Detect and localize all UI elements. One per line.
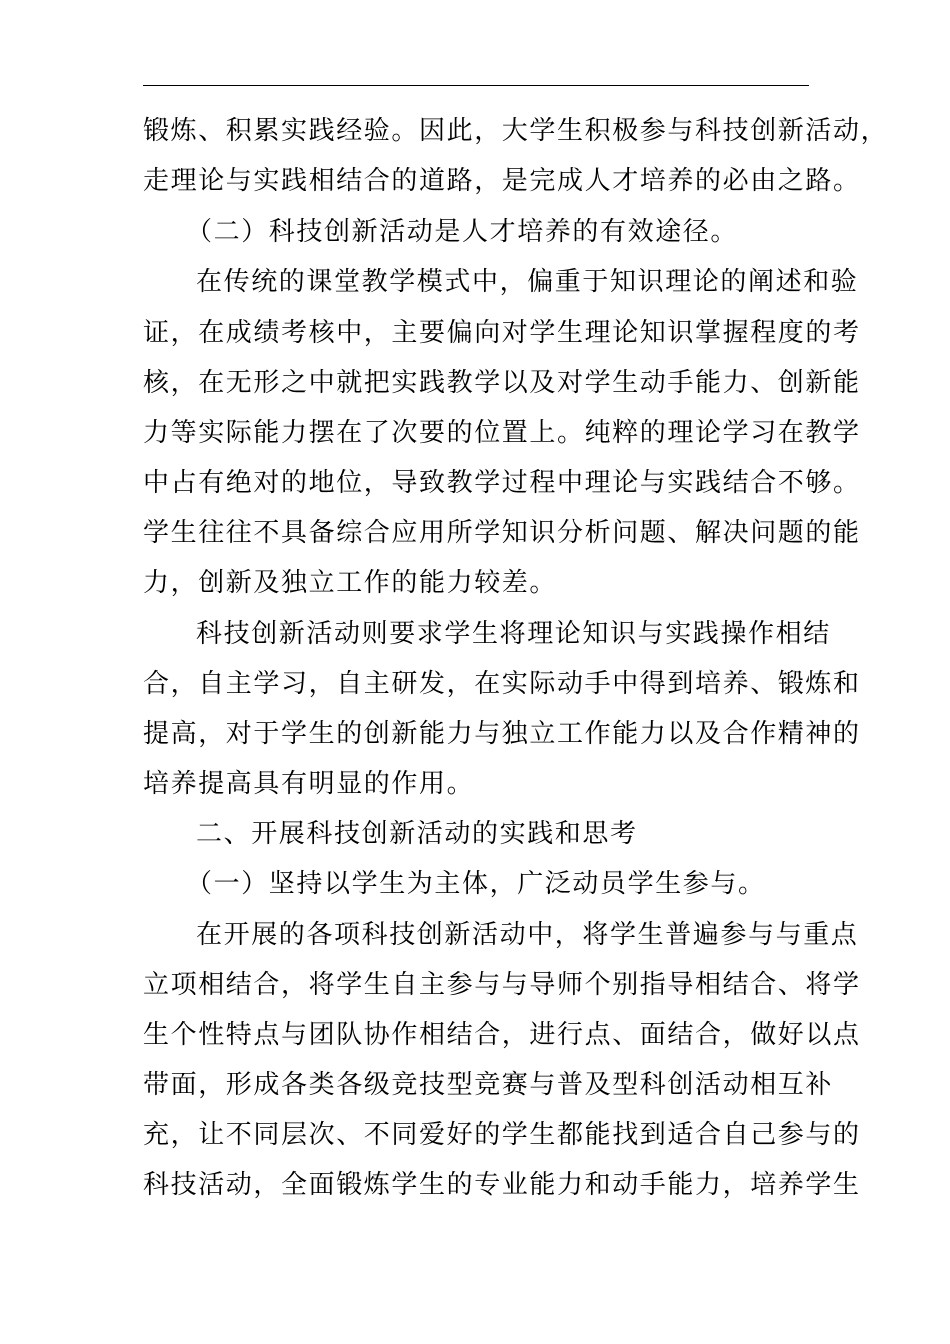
text-line: 立项相结合，将学生自主参与与导师个别指导相结合、将学 [143, 970, 861, 1000]
section-heading: （一）坚持以学生为主体，广泛动员学生参与。 [186, 869, 766, 899]
text-line: 中占有绝对的地位，导致教学过程中理论与实践结合不够。 [143, 468, 861, 498]
text-line: 合，自主学习，自主研发，在实际动手中得到培养、锻炼和 [143, 669, 861, 699]
text-line: 科技创新活动则要求学生将理论知识与实践操作相结 [196, 619, 831, 649]
text-line: 锻炼、积累实践经验。因此，大学生积极参与科技创新活动， [143, 116, 889, 146]
text-line: 培养提高具有明显的作用。 [143, 769, 475, 799]
text-line: 力，创新及独立工作的能力较差。 [143, 568, 558, 598]
text-line: 学生往往不具备综合应用所学知识分析问题、解决问题的能 [143, 518, 861, 548]
text-line: 走理论与实践相结合的道路，是完成人才培养的必由之路。 [143, 166, 861, 196]
section-heading: （二）科技创新活动是人才培养的有效途径。 [186, 217, 739, 247]
text-line: 充，让不同层次、不同爱好的学生都能找到适合自己参与的 [143, 1120, 861, 1150]
text-line: 在传统的课堂教学模式中，偏重于知识理论的阐述和验 [196, 267, 859, 297]
header-rule [143, 85, 809, 86]
text-line: 提高，对于学生的创新能力与独立工作能力以及合作精神的 [143, 719, 861, 749]
section-heading: 二、开展科技创新活动的实践和思考 [196, 819, 638, 849]
text-line: 证，在成绩考核中，主要偏向对学生理论知识掌握程度的考 [143, 318, 861, 348]
text-line: 在开展的各项科技创新活动中，将学生普遍参与与重点 [196, 920, 859, 950]
text-line: 生个性特点与团队协作相结合，进行点、面结合，做好以点 [143, 1020, 861, 1050]
text-line: 带面，形成各类各级竞技型竞赛与普及型科创活动相互补 [143, 1070, 834, 1100]
text-line: 核，在无形之中就把实践教学以及对学生动手能力、创新能 [143, 368, 861, 398]
text-line: 力等实际能力摆在了次要的位置上。纯粹的理论学习在教学 [143, 418, 861, 448]
text-line: 科技活动，全面锻炼学生的专业能力和动手能力，培养学生 [143, 1170, 861, 1200]
